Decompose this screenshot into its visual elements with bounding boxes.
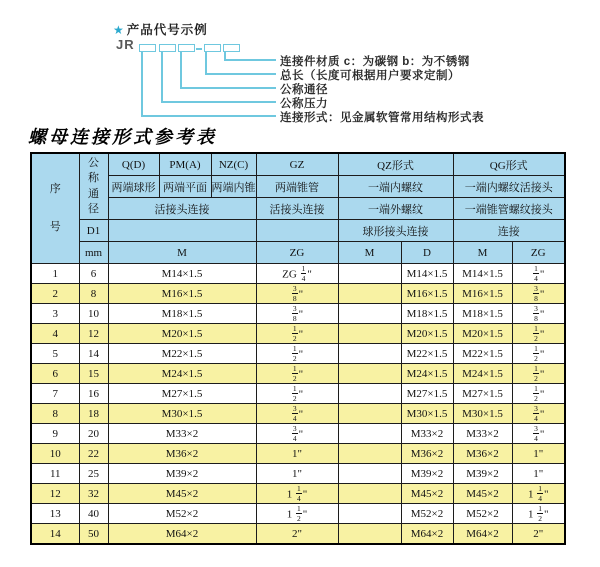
table-cell: 10 [79, 304, 108, 324]
table-cell [338, 404, 401, 424]
diagram-title-text: 产品代号示例 [126, 23, 208, 37]
table-cell: 14 [79, 344, 108, 364]
th-m-wide: M [108, 242, 256, 264]
table-cell: M14×1.5 [453, 264, 512, 284]
table-cell: 13 [31, 504, 79, 524]
table-cell: 10 [31, 444, 79, 464]
table-cell: M20×1.5 [453, 324, 512, 344]
table-cell: M22×1.5 [108, 344, 256, 364]
table-cell: M24×1.5 [108, 364, 256, 384]
table-cell [338, 524, 401, 545]
table-cell: 40 [79, 504, 108, 524]
table-cell: $\frac{3}{8}$ " [256, 284, 338, 304]
th-qg-sub2: 一端锥管螺纹接头 [453, 198, 565, 220]
table-cell: $\frac{3}{4}$ " [256, 404, 338, 424]
th-qz-sub1: 一端内螺纹 [338, 176, 453, 198]
table-cell: M14×1.5 [108, 264, 256, 284]
table-cell [338, 364, 401, 384]
table-cell: 2" [512, 524, 565, 545]
diagram-label-nominal-pressure: 公称压力 [280, 98, 328, 110]
th-d1-empty-gz [256, 220, 338, 242]
table-cell: M22×1.5 [401, 344, 453, 364]
table-cell: M39×2 [453, 464, 512, 484]
table-row [31, 324, 565, 344]
table-cell: $\frac{1}{2}$ " [256, 344, 338, 364]
table-cell: 12 [79, 324, 108, 344]
table-title: 螺母连接形式参考表 [28, 127, 217, 147]
table-cell [338, 264, 401, 284]
table-cell: $\frac{1}{2}$ " [512, 364, 565, 384]
table-row [31, 424, 565, 444]
table-row [31, 484, 565, 504]
table-cell [338, 504, 401, 524]
table-cell: $\frac{1}{2}$ " [256, 384, 338, 404]
code-dash [196, 48, 202, 50]
table-cell: 50 [79, 524, 108, 545]
table-cell: ZG $\frac{1}{4}$ " [256, 264, 338, 284]
table-cell: 9 [31, 424, 79, 444]
table-cell: 7 [31, 384, 79, 404]
connector-line [141, 52, 143, 117]
table-cell: M27×1.5 [401, 384, 453, 404]
table-cell: 12 [31, 484, 79, 504]
table-row [31, 364, 565, 384]
table-row [31, 304, 565, 324]
connector-line [180, 87, 276, 89]
table-cell: M33×2 [401, 424, 453, 444]
table-cell: 2 [31, 284, 79, 304]
table-cell: 1" [512, 444, 565, 464]
table-cell: M16×1.5 [401, 284, 453, 304]
th-qz-d: D [401, 242, 453, 264]
table-cell: $\frac{1}{2}$ " [512, 324, 565, 344]
table-cell: M30×1.5 [401, 404, 453, 424]
table-cell [338, 424, 401, 444]
table-cell: M52×2 [108, 504, 256, 524]
table-row [31, 464, 565, 484]
table-cell: 22 [79, 444, 108, 464]
table-cell: 1 $\frac{1}{2}$ " [512, 504, 565, 524]
table-cell: M36×2 [401, 444, 453, 464]
th-qg-zg: ZG [512, 242, 565, 264]
th-nz: NZ(C) [211, 153, 256, 176]
connector-line [161, 52, 163, 103]
table-cell: 1" [256, 444, 338, 464]
table-cell: M52×2 [401, 504, 453, 524]
th-qz-sub2: 一端外螺纹 [338, 198, 453, 220]
table-cell: M24×1.5 [401, 364, 453, 384]
connector-line [205, 73, 276, 75]
th-qz-m: M [338, 242, 401, 264]
table-cell: M18×1.5 [108, 304, 256, 324]
product-code-prefix: JR [116, 37, 135, 52]
th-d1-empty-left [108, 220, 256, 242]
table-cell: 25 [79, 464, 108, 484]
table-cell [338, 444, 401, 464]
th-qz-sub3: 球形接头连接 [338, 220, 453, 242]
th-qg-sub3: 连接 [453, 220, 565, 242]
th-nominal-diameter: 公称通径 [79, 153, 108, 220]
table-cell: M45×2 [453, 484, 512, 504]
table-cell: 1 $\frac{1}{4}$ " [256, 484, 338, 504]
table-row [31, 444, 565, 464]
diagram-label-connection-form: 连接形式：见金属软管常用结构形式表 [280, 112, 484, 124]
table-cell: $\frac{1}{2}$ " [512, 344, 565, 364]
table-cell: $\frac{3}{8}$ " [256, 304, 338, 324]
table-cell: M39×2 [108, 464, 256, 484]
code-box-4 [204, 44, 221, 52]
th-qg-m: M [453, 242, 512, 264]
diagram-title [113, 20, 208, 38]
table-cell [338, 384, 401, 404]
code-box-3 [178, 44, 195, 52]
th-qg: QG形式 [453, 153, 565, 176]
th-d1: D1 [79, 220, 108, 242]
table-cell: 32 [79, 484, 108, 504]
table-cell: 4 [31, 324, 79, 344]
table-cell: 5 [31, 344, 79, 364]
th-zg-wide: ZG [256, 242, 338, 264]
table-cell: M27×1.5 [453, 384, 512, 404]
table-cell: M20×1.5 [108, 324, 256, 344]
table-cell [338, 464, 401, 484]
connector-line [141, 115, 276, 117]
table-cell: 11 [31, 464, 79, 484]
table-cell: $\frac{3}{4}$ " [512, 424, 565, 444]
table-cell: M22×1.5 [453, 344, 512, 364]
th-qz: QZ形式 [338, 153, 453, 176]
table-cell: M16×1.5 [453, 284, 512, 304]
table-cell: M64×2 [453, 524, 512, 545]
table-cell: 1 [31, 264, 79, 284]
table-cell: M39×2 [401, 464, 453, 484]
table-cell: M30×1.5 [453, 404, 512, 424]
table-cell: $\frac{1}{2}$ " [512, 384, 565, 404]
reference-table-wrap [30, 152, 566, 545]
diagram-label-material: 连接件材质 c：为碳钢 b：为不锈钢 [280, 56, 470, 68]
table-cell: 1 $\frac{1}{2}$ " [256, 504, 338, 524]
table-body [31, 264, 565, 545]
table-cell: 1" [512, 464, 565, 484]
table-cell: 3 [31, 304, 79, 324]
table-cell: $\frac{3}{8}$ " [512, 304, 565, 324]
star-icon: ★ [113, 23, 125, 37]
table-row [31, 284, 565, 304]
connector-line [180, 52, 182, 89]
table-row [31, 404, 565, 424]
table-cell: M36×2 [453, 444, 512, 464]
diagram-label-nominal-diameter: 公称通径 [280, 84, 328, 96]
table-cell: M64×2 [108, 524, 256, 545]
table-cell [338, 484, 401, 504]
table-row [31, 264, 565, 284]
table-cell: M45×2 [401, 484, 453, 504]
code-box-1 [139, 44, 156, 52]
th-gz-sub: 两端锥管 [256, 176, 338, 198]
table-cell: 2" [256, 524, 338, 545]
table-cell [338, 284, 401, 304]
th-qg-sub1: 一端内螺纹活接头 [453, 176, 565, 198]
table-cell: M30×1.5 [108, 404, 256, 424]
table-cell: 15 [79, 364, 108, 384]
table-cell: M52×2 [453, 504, 512, 524]
th-nz-sub: 两端内锥 [211, 176, 256, 198]
connector-line [224, 59, 276, 61]
th-pm: PM(A) [159, 153, 211, 176]
table-cell: M18×1.5 [453, 304, 512, 324]
table-cell [338, 304, 401, 324]
table-row [31, 524, 565, 545]
table-cell: M24×1.5 [453, 364, 512, 384]
th-gz: GZ [256, 153, 338, 176]
table-cell: M16×1.5 [108, 284, 256, 304]
table-cell: 20 [79, 424, 108, 444]
table-cell: 1 $\frac{1}{4}$ " [512, 484, 565, 504]
table-cell: 16 [79, 384, 108, 404]
table-cell: 1" [256, 464, 338, 484]
code-box-2 [159, 44, 176, 52]
table-row [31, 344, 565, 364]
table-cell: M64×2 [401, 524, 453, 545]
table-cell: $\frac{1}{2}$ " [256, 324, 338, 344]
table-cell: $\frac{1}{2}$ " [256, 364, 338, 384]
diagram-label-total-length: 总长（长度可根据用户要求定制） [280, 70, 460, 82]
table-row [31, 384, 565, 404]
th-serial: 序号 [31, 153, 79, 264]
code-box-5 [223, 44, 240, 52]
table-cell: 8 [79, 284, 108, 304]
table-cell: 6 [79, 264, 108, 284]
table-cell: M27×1.5 [108, 384, 256, 404]
table-cell: M45×2 [108, 484, 256, 504]
th-pm-sub: 两端平面 [159, 176, 211, 198]
th-union-left: 活接头连接 [108, 198, 256, 220]
table-cell: M18×1.5 [401, 304, 453, 324]
table-cell [338, 324, 401, 344]
th-q: Q(D) [108, 153, 159, 176]
table-cell [338, 344, 401, 364]
table-cell: $\frac{3}{4}$ " [512, 404, 565, 424]
table-cell: $\frac{3}{4}$ " [256, 424, 338, 444]
table-cell: 8 [31, 404, 79, 424]
connector-line [161, 101, 276, 103]
table-cell: M33×2 [453, 424, 512, 444]
th-q-sub: 两端球形 [108, 176, 159, 198]
table-cell: $\frac{3}{8}$ " [512, 284, 565, 304]
table-cell: 6 [31, 364, 79, 384]
nut-connection-table [30, 152, 566, 545]
th-union-gz: 活接头连接 [256, 198, 338, 220]
table-header [31, 153, 565, 264]
table-cell: M20×1.5 [401, 324, 453, 344]
th-mm: mm [79, 242, 108, 264]
table-cell: 18 [79, 404, 108, 424]
table-cell: M14×1.5 [401, 264, 453, 284]
connector-line [205, 52, 207, 75]
table-cell: 14 [31, 524, 79, 545]
table-cell: $\frac{1}{4}$ " [512, 264, 565, 284]
table-cell: M36×2 [108, 444, 256, 464]
table-cell: M33×2 [108, 424, 256, 444]
table-row [31, 504, 565, 524]
